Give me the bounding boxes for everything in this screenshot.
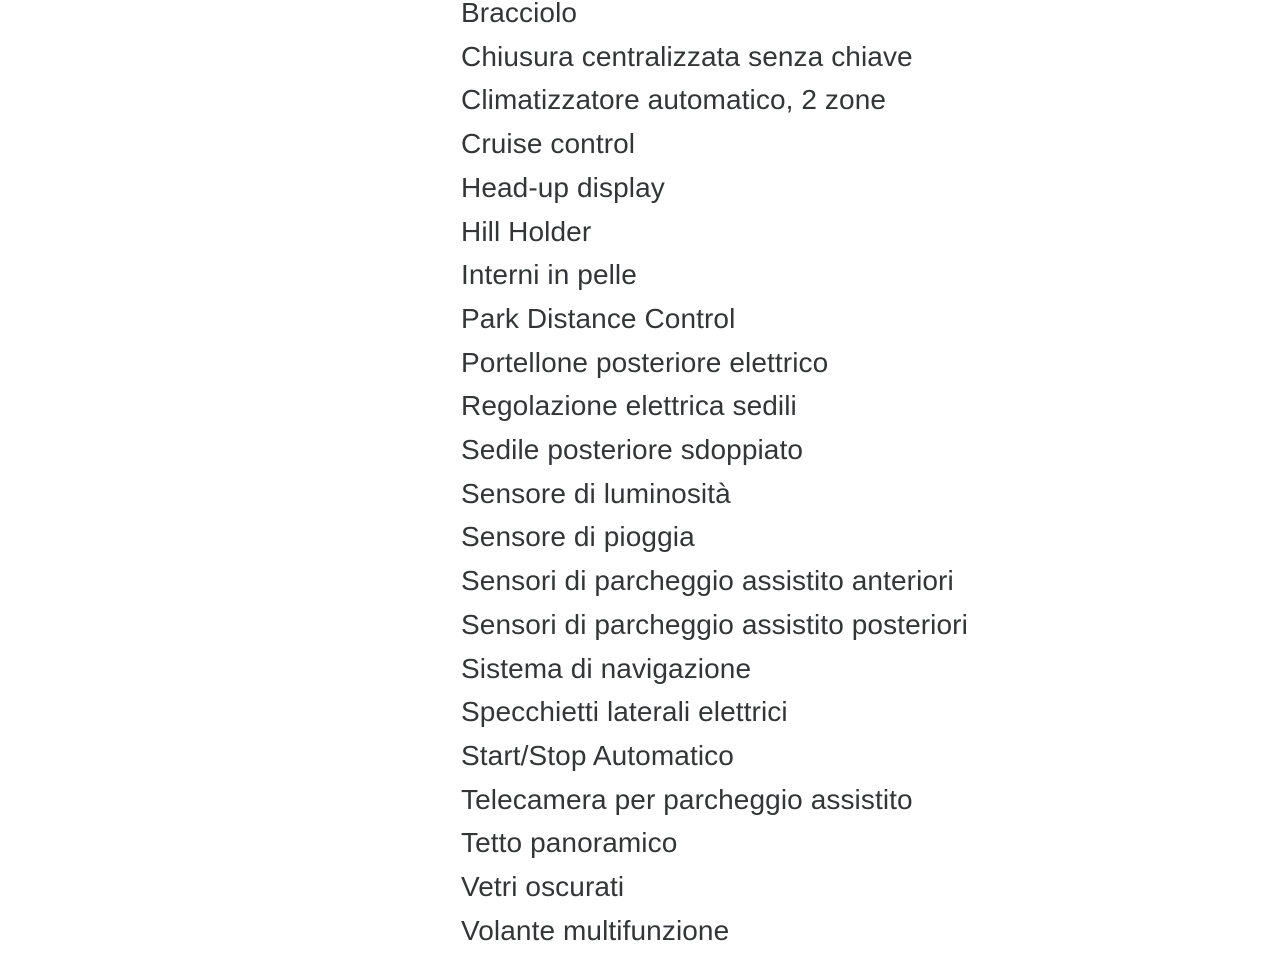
equipment-list-item: Vetri oscurati xyxy=(461,871,625,903)
equipment-list-item: Sensore di pioggia xyxy=(461,521,695,553)
equipment-list-item: Specchietti laterali elettrici xyxy=(461,696,788,728)
equipment-list-item: Sistema di navigazione xyxy=(461,652,752,684)
equipment-list-item: Park Distance Control xyxy=(461,302,736,334)
equipment-list-item: Sedile posteriore sdoppiato xyxy=(461,434,804,466)
equipment-list-item: Sensori di parcheggio assistito posteriori xyxy=(461,608,968,640)
equipment-list-item: Cruise control xyxy=(461,128,636,160)
equipment-list-item: Climatizzatore automatico, 2 zone xyxy=(461,84,887,116)
equipment-list-item: Sensori di parcheggio assistito anteriori xyxy=(461,565,954,597)
equipment-list-item: Sensore di luminosità xyxy=(461,477,731,509)
equipment-list-item: Portellone posteriore elettrico xyxy=(461,346,829,378)
equipment-list-item: Hill Holder xyxy=(461,215,592,247)
equipment-list-item: Telecamera per parcheggio assistito xyxy=(461,783,913,815)
equipment-list-item: Bracciolo xyxy=(461,0,578,28)
equipment-list-item: Head-up display xyxy=(461,171,665,203)
equipment-list-item: Tetto panoramico xyxy=(461,827,678,859)
equipment-list-item: Chiusura centralizzata senza chiave xyxy=(461,40,913,72)
equipment-list-item: Volante multifunzione xyxy=(461,914,730,946)
equipment-list xyxy=(461,0,968,952)
equipment-list-item: Regolazione elettrica sedili xyxy=(461,390,797,422)
equipment-list-item: Start/Stop Automatico xyxy=(461,739,734,771)
equipment-list-item: Interni in pelle xyxy=(461,259,637,291)
